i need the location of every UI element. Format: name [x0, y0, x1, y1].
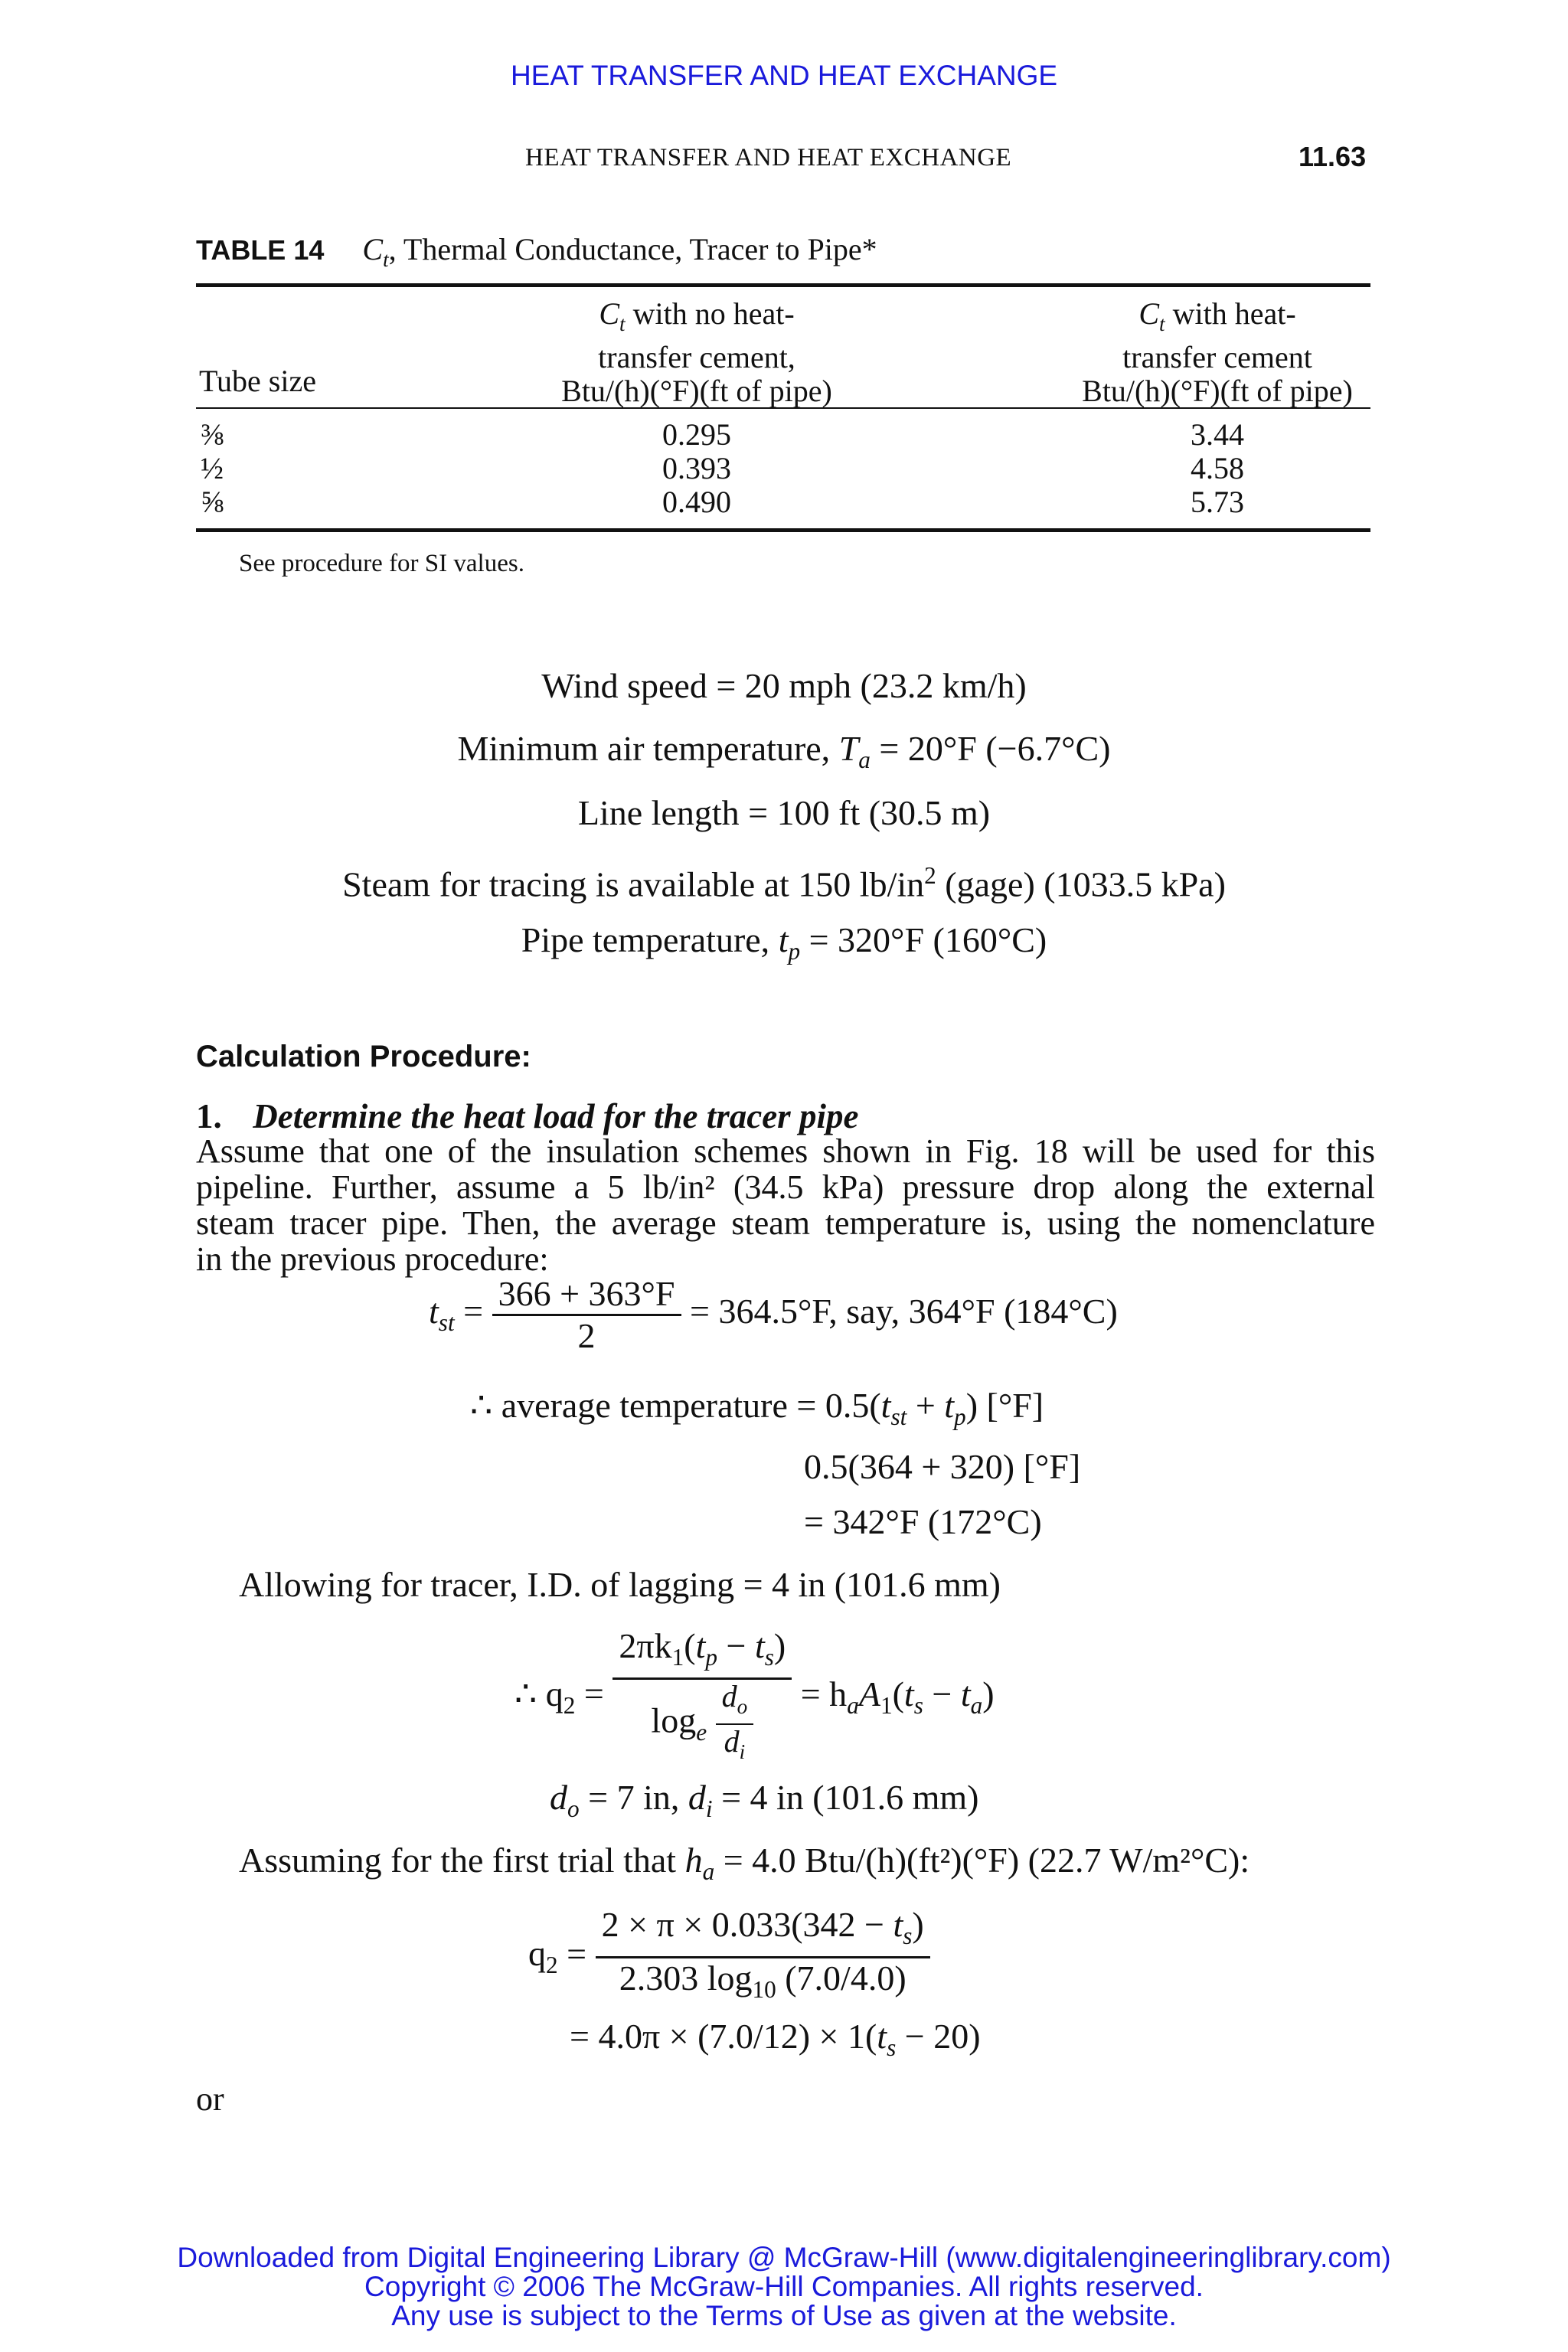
top-banner: HEAT TRANSFER AND HEAT EXCHANGE: [510, 60, 1058, 91]
steam-pre: Steam for tracing is available at 150 lb/in: [342, 864, 925, 904]
step-title-text: Determine the heat load for the tracer pipe: [253, 1097, 859, 1135]
q2-equation: ∴ $q_2$ = $2\pi k_1(t_p - t_s)$ $\log_e$ $\frac{d_o}{d_i}$ = $h_aA_1(t_s - t_a)$: [514, 1626, 995, 1769]
table-footnote: See procedure for SI values.: [239, 550, 524, 577]
col3-line3: Btu/(h)(°F)(ft of pipe): [1082, 374, 1353, 408]
cell-tube-size: ⅜: [201, 417, 224, 452]
or-text: or: [196, 2080, 224, 2118]
do-over-di: $\frac{d_o}{d_i}$: [716, 1680, 754, 1769]
q2-fraction: [612, 1626, 792, 1769]
footer-line: Copyright © 2006 The McGraw-Hill Companies. All rights reserved.: [364, 2271, 1204, 2302]
q2-numeric-equation: $q_2$ = $\frac{2 \times \pi \times 0.033(342 - t_s)}{2.303 \log_{10} (7.0/4.0)}$: [528, 1905, 930, 2010]
col2-symbol: C: [599, 296, 620, 331]
q2-numerator: $2\pi k_1(t_p - t_s)$: [612, 1626, 792, 1680]
cell-cement: 4.58: [1191, 451, 1244, 485]
assume-line: Assuming for the first trial that $h_a = 4.0$ Btu/(h)(ft²)(°F) (22.7 W/m²°C):: [239, 1841, 1250, 1886]
footer: [0, 2243, 1568, 2331]
footer-line: Any use is subject to the Terms of Use as given at the website.: [391, 2300, 1177, 2331]
para-line: pipeline. Further, assume a 5 lb/in² (34.5 kPa) pressure drop along the external: [196, 1168, 1375, 1206]
footer-line: Downloaded from Digital Engineering Library @ McGraw-Hill (www.digitalengineeringlibrary.com): [177, 2242, 1391, 2273]
col2-line3: Btu/(h)(°F)(ft of pipe): [561, 374, 832, 408]
para-line: steam tracer pipe. Then, the average steam temperature is, using the nomenclature: [196, 1204, 1375, 1242]
given-wind: Wind speed = 20 mph (23.2 km/h): [541, 666, 1027, 705]
avg-temp-line3: = 342°F (172°C): [804, 1502, 1042, 1541]
table-bottom-rule: [196, 528, 1370, 532]
caption-symbol: C: [362, 232, 384, 266]
col3-line2: transfer cement: [1122, 340, 1312, 374]
col3-symbol: C: [1138, 296, 1160, 331]
given-line-length: Line length = 100 ft (30.5 m): [577, 793, 991, 832]
q2-numeric-denominator: 2.303 $\log_{10} (7.0/4.0)$: [619, 1958, 906, 2004]
table-caption: [196, 231, 877, 272]
tst-denominator: 2: [577, 1316, 596, 1355]
table-top-rule: [196, 283, 1370, 287]
running-head: HEAT TRANSFER AND HEAT EXCHANGE: [525, 144, 1012, 172]
q2-denominator: $\log_e$ $\frac{d_o}{d_i}$: [612, 1680, 792, 1769]
avg-label: ∴ average temperature = 0.5(: [470, 1386, 881, 1425]
air-pre: Minimum air temperature,: [457, 729, 839, 768]
cell-tube-size: ½: [201, 451, 224, 485]
cell-tube-size: ⅝: [201, 485, 224, 519]
col2-line1: with no heat-: [625, 296, 795, 331]
pipe-sub: p: [788, 938, 801, 965]
pipe-var: t: [778, 920, 789, 959]
q2-lhs: ∴ $q_2$: [514, 1674, 576, 1719]
para-line: Assume that one of the insulation schemes shown in Fig. 18 will be used for this: [196, 1132, 1375, 1170]
air-sub: a: [858, 746, 871, 774]
air-post: = 20°F (−6.7°C): [870, 729, 1111, 768]
steam-sup: 2: [924, 862, 936, 889]
steam-post: (gage) (1033.5 kPa): [936, 864, 1226, 904]
step-number: 1.: [196, 1097, 222, 1135]
cell-cement: 3.44: [1191, 417, 1244, 452]
cell-no-cement: 0.393: [662, 451, 731, 485]
col2-sub: t: [619, 312, 626, 335]
pipe-pre: Pipe temperature,: [521, 920, 779, 959]
table-label: TABLE 14: [196, 234, 325, 266]
procedure-heading: Calculation Procedure:: [196, 1040, 531, 1073]
tst-equation: $t_{st}$ = $\frac{366 + 363^\circ F}{2}$ = 364.5°F, say, 364°F (184°C): [429, 1274, 1118, 1355]
lagging-line: Allowing for tracer, I.D. of lagging = 4 in (101.6 mm): [239, 1565, 1001, 1604]
col3-line1: with heat-: [1165, 296, 1296, 331]
col-header-cement: [1026, 297, 1409, 408]
col-header-no-cement: [505, 297, 888, 408]
tst-fraction: [492, 1274, 681, 1356]
tst-result: = 364.5°F, say, 364°F (184°C): [690, 1292, 1118, 1331]
q2-rhs: = $h_aA_1(t_s - t_a)$: [800, 1674, 995, 1719]
do-di-line: $d_o = 7$ in, $d_i = 4$ in (101.6 mm): [550, 1778, 979, 1823]
given-pipe-temp: [0, 920, 1568, 972]
procedure-paragraph: [196, 1133, 1375, 1277]
col3-sub: t: [1159, 312, 1165, 335]
q2-numeric-numerator: $2 \times \pi \times 0.033(342 - t_s)$: [596, 1905, 930, 1958]
q2-numeric-line2: = $4.0\pi \times (7.0/12) \times 1(t_s - 20)$: [570, 2017, 981, 2062]
given-steam: [0, 856, 1568, 904]
col2-line2: transfer cement,: [598, 340, 795, 374]
caption-text: , Thermal Conductance, Tracer to Pipe*: [388, 232, 877, 266]
q2-numeric-fraction: [596, 1905, 930, 2010]
avg-tail: ) [°F]: [965, 1386, 1044, 1425]
pipe-post: = 320°F (160°C): [800, 920, 1047, 959]
cell-no-cement: 0.490: [662, 485, 731, 519]
avg-temp-line1: ∴ average temperature = $0.5(t_{st} + t_p)$ [°F]: [470, 1386, 1044, 1431]
avg-temp-line2: 0.5(364 + 320) [°F]: [804, 1447, 1081, 1486]
page-number: 11.63: [1298, 141, 1367, 172]
given-air-temp: [0, 729, 1568, 780]
col-header-tube-size: Tube size: [199, 364, 316, 398]
cell-cement: 5.73: [1191, 485, 1244, 519]
para-line: in the previous procedure:: [196, 1240, 549, 1278]
air-var: T: [838, 729, 859, 768]
cell-no-cement: 0.295: [662, 417, 731, 452]
caption-sub: t: [383, 248, 389, 271]
step-title: [196, 1096, 858, 1136]
tst-numerator: 366 + 363°F: [492, 1274, 681, 1316]
